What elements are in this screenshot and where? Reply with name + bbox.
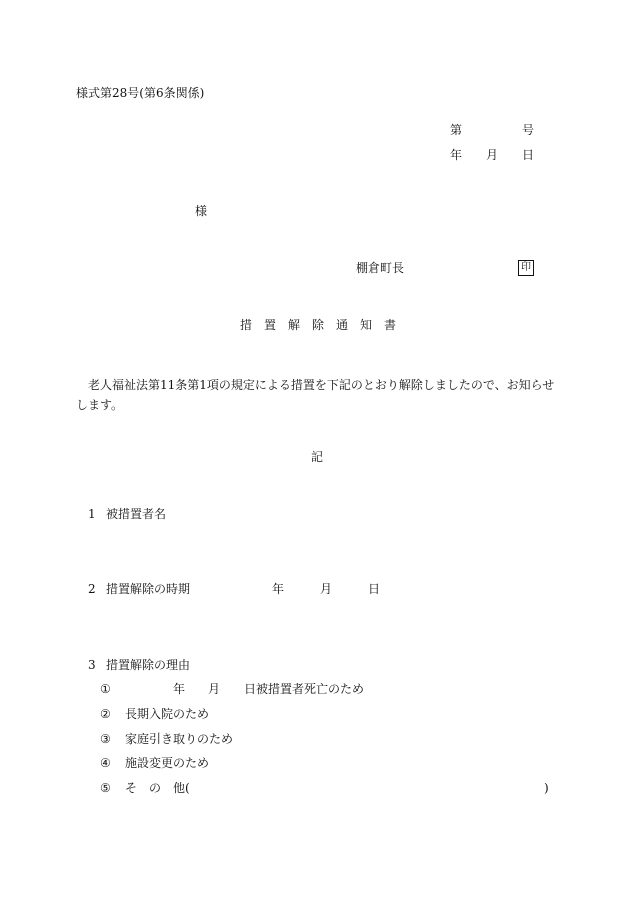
item-2-label: 措置解除の時期 <box>106 582 191 596</box>
reason-1-text: 日被措置者死亡のため <box>244 682 365 696</box>
reason-5-close-paren: ) <box>544 781 549 795</box>
item-2-day: 日 <box>368 582 381 596</box>
item-1-label: 被措置者名 <box>106 507 167 521</box>
ki-label: 記 <box>311 450 324 464</box>
seal-mark: 印 <box>518 260 534 276</box>
item-1-number: 1 <box>88 507 96 521</box>
item-3-label: 措置解除の理由 <box>106 658 191 672</box>
number-dai: 第 <box>450 123 463 137</box>
form-label: 様式第28号(第6条関係) <box>76 86 205 100</box>
issuer: 棚倉町長 <box>356 261 405 275</box>
document-title: 措 置 解 除 通 知 書 <box>240 318 397 332</box>
reason-1-month: 月 <box>208 682 221 696</box>
addressee-sama: 様 <box>195 204 208 218</box>
reason-2-text: 長期入院のため <box>125 707 210 721</box>
item-2-number: 2 <box>88 582 96 596</box>
item-3-number: 3 <box>88 658 96 672</box>
reason-3-mark: ③ <box>100 732 111 746</box>
reason-4-mark: ④ <box>100 756 111 770</box>
reason-3-text: 家庭引き取りのため <box>125 732 234 746</box>
reason-1-mark: ① <box>100 682 111 696</box>
item-2-month: 月 <box>320 582 333 596</box>
body-text: 老人福祉法第11条第1項の規定による措置を下記のとおり解除しましたので、お知らせします。 <box>76 378 555 412</box>
reason-1-year: 年 <box>173 682 186 696</box>
reason-5-mark: ⑤ <box>100 781 111 795</box>
date-year: 年 <box>450 148 463 162</box>
date-day: 日 <box>522 148 535 162</box>
number-go: 号 <box>522 123 535 137</box>
reason-4-text: 施設変更のため <box>125 756 210 770</box>
date-month: 月 <box>486 148 499 162</box>
reason-5-text: そ の 他( <box>125 781 190 795</box>
reason-2-mark: ② <box>100 707 111 721</box>
item-2-year: 年 <box>272 582 285 596</box>
